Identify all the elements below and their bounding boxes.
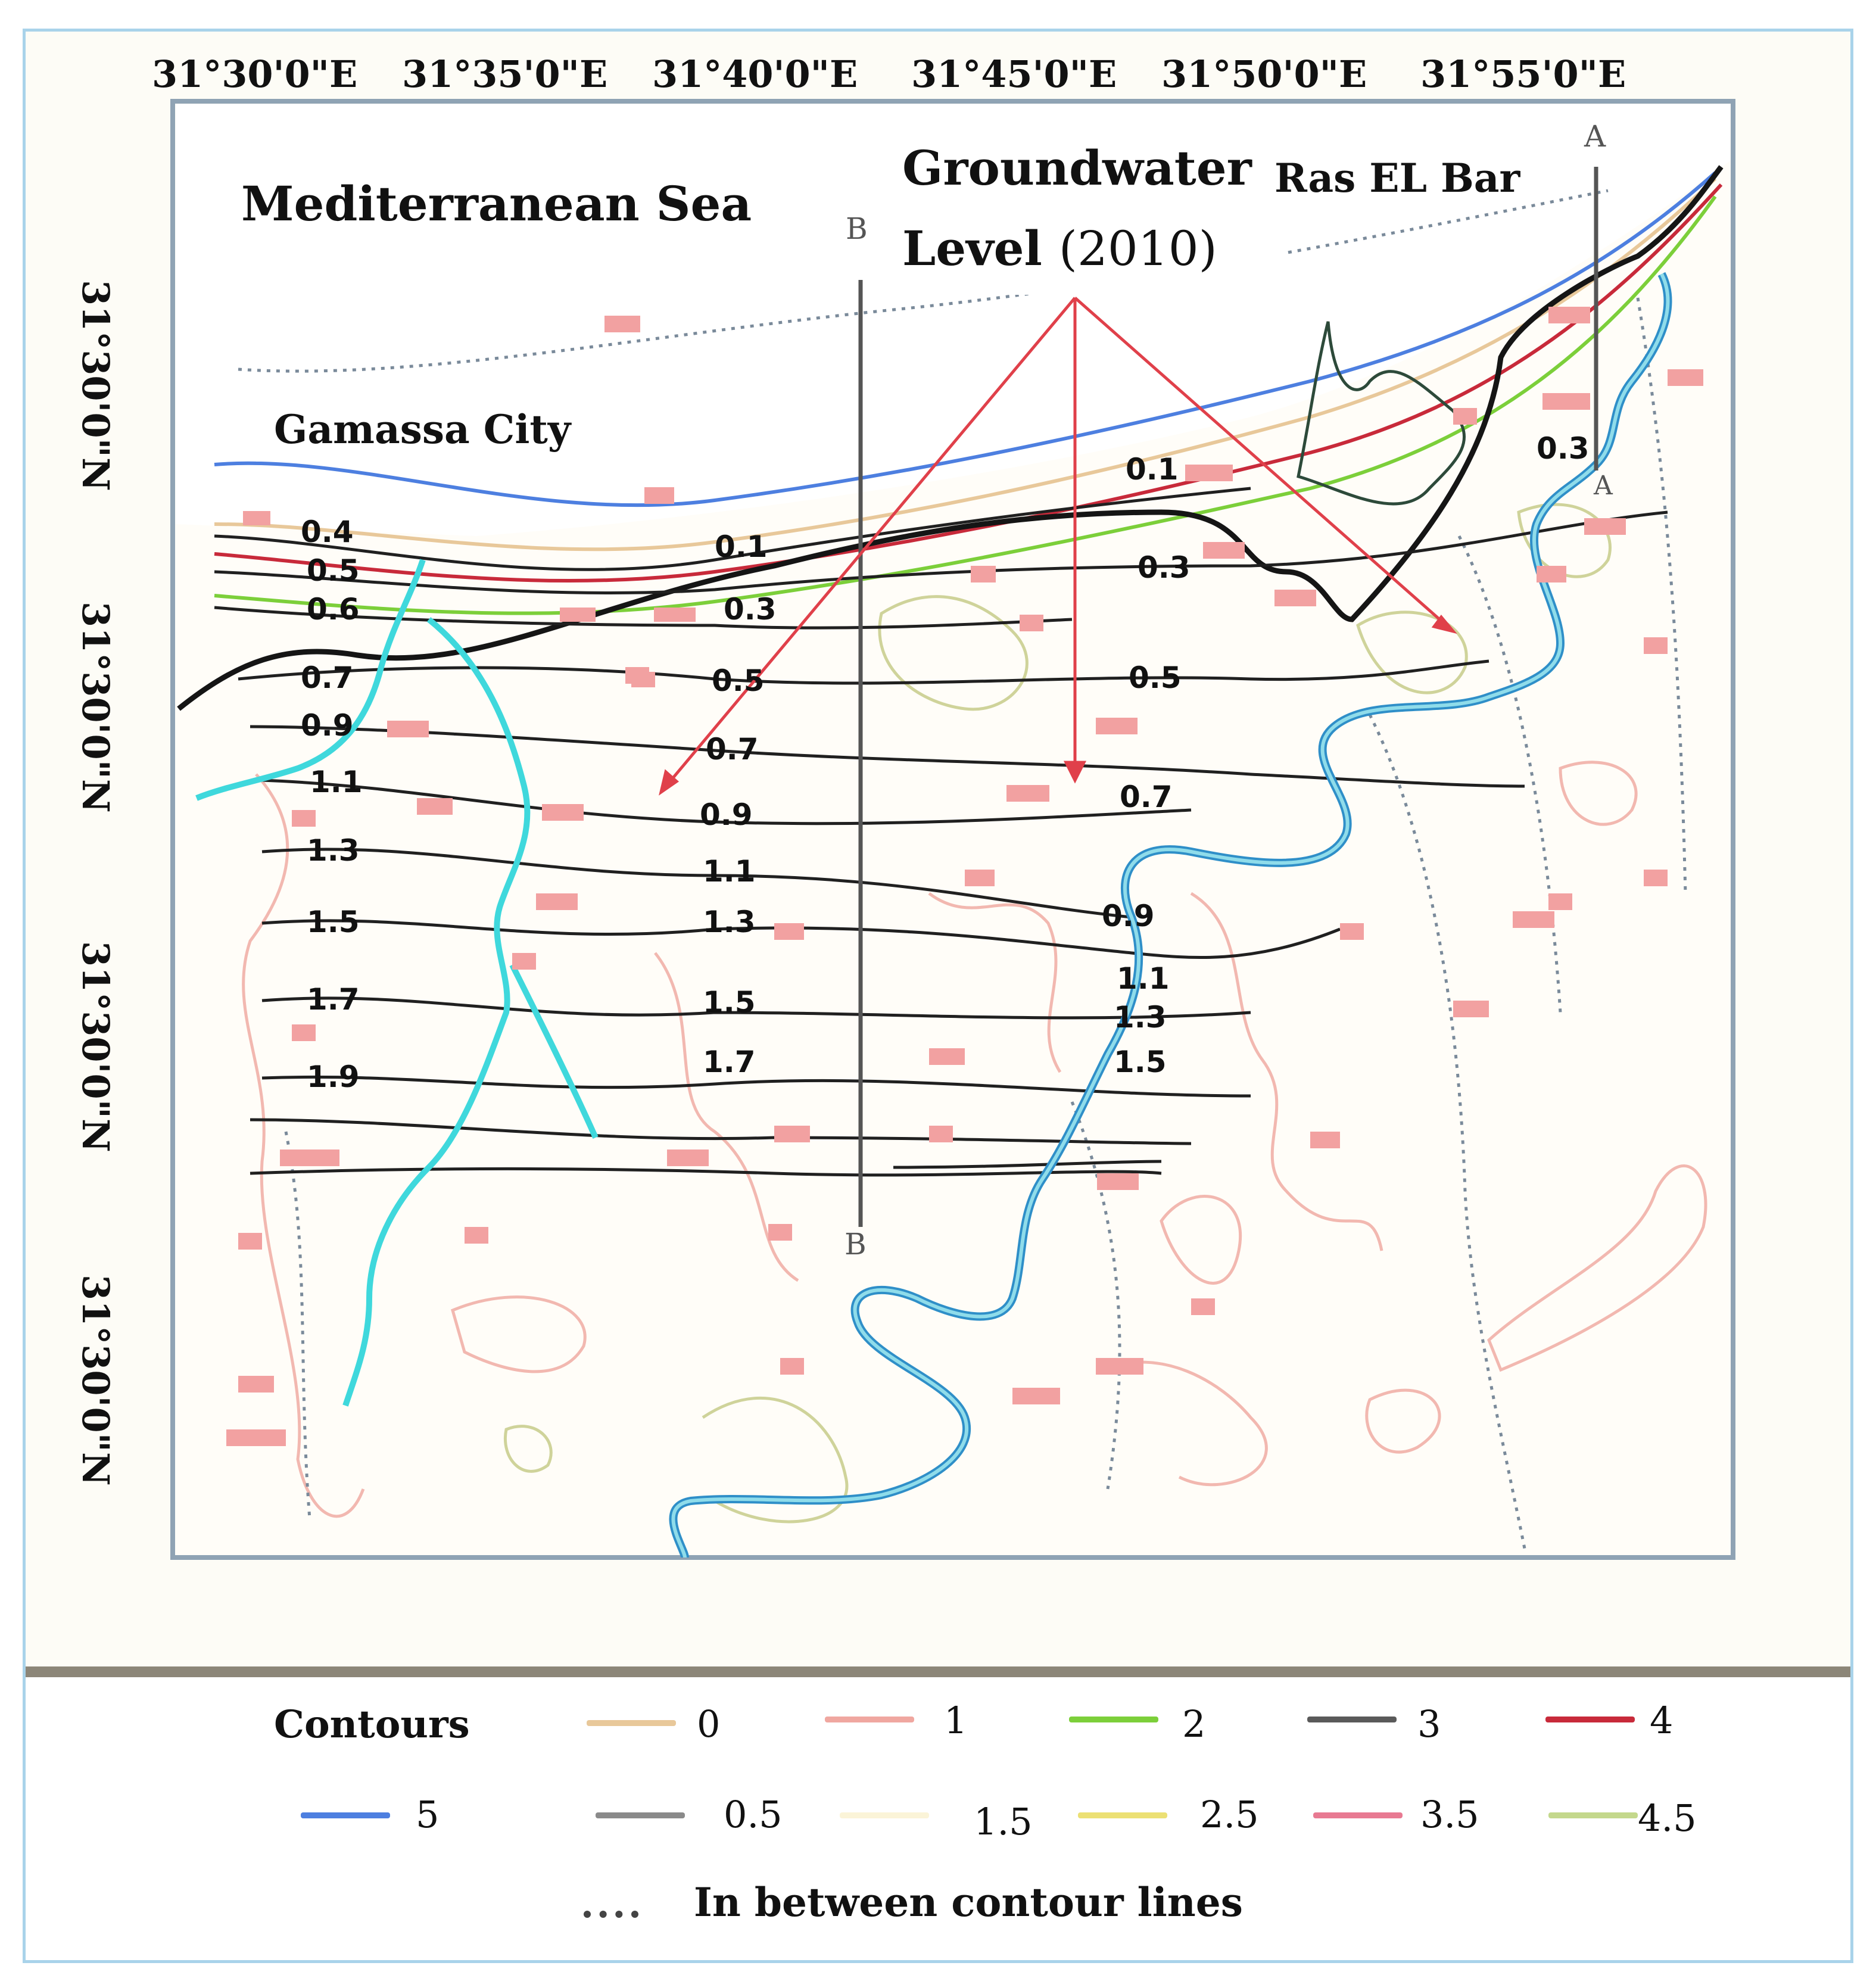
legend-swatch-3: [1307, 1717, 1397, 1722]
contour-value: 1.7: [307, 982, 360, 1017]
contour-value: 1.1: [310, 765, 363, 799]
contour-value: 0.1: [1126, 452, 1179, 487]
legend-label-2: 2: [1182, 1702, 1206, 1746]
contour-value: 1.3: [703, 905, 756, 939]
legend-swatch-2: [1069, 1717, 1158, 1722]
map-title-line2: [902, 220, 1217, 276]
legend-divider: [26, 1666, 1850, 1677]
map-title-year: (2010): [1058, 221, 1217, 276]
map-title: Groundwater: [902, 140, 1252, 196]
legend-swatch-9: [1313, 1812, 1403, 1818]
contour-value: 0.9: [301, 708, 354, 743]
legend-label-6: 0.5: [724, 1793, 783, 1836]
section-label-a-end: A: [1594, 471, 1613, 501]
legend-dotted-note: In between contour lines: [694, 1879, 1243, 1926]
legend-label-9: 3.5: [1420, 1793, 1479, 1836]
section-label-b-end: B: [844, 1227, 867, 1261]
longitude-label: 31°30'0"E: [152, 52, 358, 96]
latitude-label: 31°30'0"N: [74, 602, 117, 813]
legend-label-7: 1.5: [974, 1800, 1033, 1843]
legend-swatch-8: [1078, 1812, 1167, 1818]
legend-swatch-4: [1545, 1717, 1635, 1722]
legend-title: Contours: [274, 1702, 470, 1747]
contour-value: 0.9: [700, 798, 753, 832]
contour-value: 0.5: [712, 663, 765, 698]
contour-value: 0.7: [1120, 780, 1173, 814]
contour-value: 0.3: [1537, 431, 1590, 466]
contour-value: 0.4: [301, 515, 354, 549]
latitude-label: 31°30'0"N: [74, 1275, 117, 1486]
contour-value: 0.9: [1102, 899, 1155, 933]
contour-value: 1.1: [1117, 961, 1170, 996]
contour-value: 0.7: [706, 732, 759, 767]
contour-value: 1.5: [307, 905, 360, 939]
legend-label-1: 1: [944, 1699, 968, 1742]
legend-swatch-6: [596, 1812, 685, 1818]
legend-swatch-1: [825, 1717, 914, 1722]
section-label-a-start: A: [1584, 119, 1606, 154]
contour-value: 1.5: [1114, 1045, 1167, 1079]
contour-value: 1.7: [703, 1045, 756, 1079]
contour-value: 1.3: [1114, 1000, 1167, 1035]
contour-value: 1.1: [703, 854, 756, 889]
map-title-level: Level: [902, 220, 1042, 276]
longitude-label: 31°40'0"E: [652, 52, 858, 96]
town-label: Ras EL Bar: [1274, 155, 1520, 201]
longitude-label: 31°55'0"E: [1420, 52, 1626, 96]
legend-swatch-5: [301, 1812, 390, 1818]
section-label-b-start: B: [846, 211, 868, 246]
contour-value: 1.9: [307, 1060, 360, 1094]
sea-label: Mediterranean Sea: [241, 176, 752, 232]
contour-value: 0.5: [1129, 661, 1182, 695]
contour-value: 0.7: [301, 661, 354, 695]
latitude-label: 31°30'0"N: [74, 280, 117, 491]
longitude-label: 31°50'0"E: [1161, 52, 1367, 96]
legend-label-3: 3: [1417, 1702, 1441, 1746]
legend-label-4: 4: [1650, 1699, 1674, 1742]
contour-value: 0.1: [715, 529, 768, 564]
longitude-label: 31°35'0"E: [402, 52, 608, 96]
contour-value: 0.3: [1138, 550, 1191, 585]
contour-value: 0.3: [724, 592, 777, 627]
contour-value: 1.3: [307, 833, 360, 868]
legend-label-0: 0: [697, 1702, 721, 1746]
contour-value: 1.5: [703, 985, 756, 1020]
legend-dotted-line: [584, 1911, 638, 1918]
legend-label-8: 2.5: [1200, 1793, 1259, 1836]
contour-value: 0.5: [307, 553, 360, 588]
legend-swatch-0: [587, 1720, 676, 1726]
legend-swatch-10: [1548, 1812, 1638, 1818]
legend-swatch-7: [840, 1812, 929, 1818]
longitude-label: 31°45'0"E: [911, 52, 1117, 96]
contour-value: 0.6: [307, 592, 360, 627]
legend-label-10: 4.5: [1638, 1796, 1697, 1840]
city-label: Gamassa City: [274, 406, 571, 453]
latitude-label: 31°30'0"N: [74, 941, 117, 1152]
legend-label-5: 5: [416, 1793, 440, 1836]
